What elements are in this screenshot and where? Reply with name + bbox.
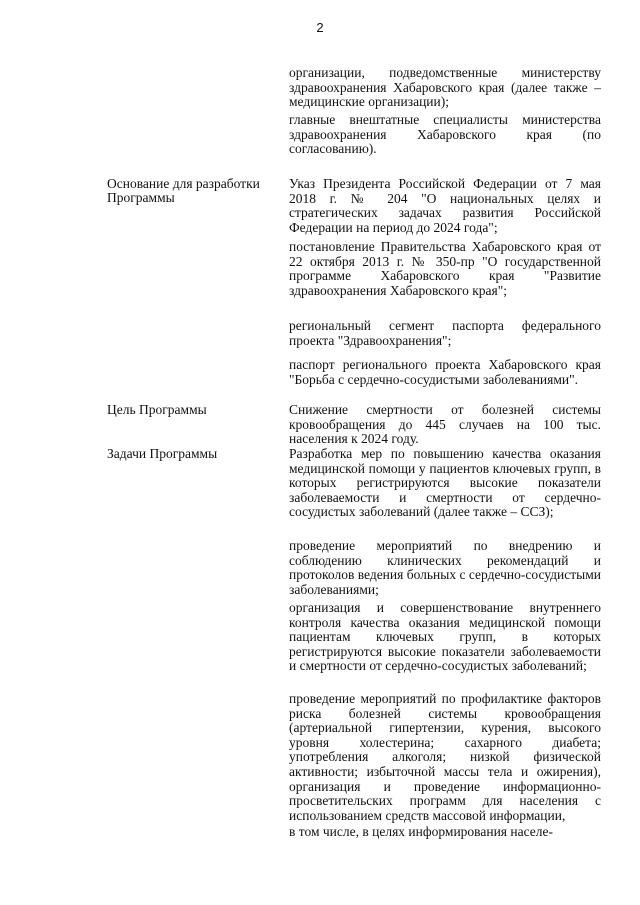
basis-paragraph-1: Указ Президента Российской Федерации от 7 мая 2018 г. № 204 "О национальных целях и стратегических задачах развития Российской Федерации на период до 2024 года";	[289, 176, 601, 235]
tasks-paragraph-3: организация и совершенствование внутреннего контроля качества оказания медицинской помощи пациентам ключевых групп, в которых регистрируются высокие показатели заболеваемости и смертности от сердечно-сосудистых заболеваний;	[289, 600, 601, 674]
tasks-label: Задачи Программы	[107, 446, 218, 461]
participants-paragraph-1: организации, подведомственные министерству здравоохранения Хабаровского края (далее также – медицинские организации);	[289, 65, 601, 110]
tasks-paragraph-4: проведение мероприятий по профилактике факторов риска болезней системы кровообращения (артериальной гипертензии, курения, высокого уровня холестерина; сахарного диабета; употребления алкоголя; низкой физической активности; избыточной массы тела и ожирения), организация и проведение информационно-просветительских программ для населения с использованием средств массовой информации,	[289, 691, 601, 823]
tasks-paragraph-1: Разработка мер по повышению качества оказания медицинской помощи у пациентов ключевых групп, в которых регистрируются высокие показатели заболеваемости и смертности от сердечно-сосудистых заболеваний (далее также – ССЗ);	[289, 446, 601, 520]
tasks-paragraph-2: проведение мероприятий по внедрению и соблюдению клинических рекомендаций и протоколов ведения больных с сердечно-сосудистыми заболеваниями;	[289, 538, 601, 597]
tasks-paragraph-5: в том числе, в целях информирования населе-	[289, 824, 553, 839]
goal-label: Цель Программы	[107, 402, 207, 417]
basis-paragraph-4: паспорт регионального проекта Хабаровского края "Борьба с сердечно-сосудистыми заболеваниями".	[289, 357, 601, 387]
goal-paragraph: Снижение смертности от болезней системы кровообращения до 445 случаев на 100 тыс. населения к 2024 году.	[289, 402, 601, 447]
participants-paragraph-2: главные внештатные специалисты министерства здравоохранения Хабаровского края (по согласованию).	[289, 112, 601, 157]
basis-paragraph-3: региональный сегмент паспорта федерального проекта "Здравоохранения";	[289, 318, 601, 348]
basis-paragraph-2: постановление Правительства Хабаровского края от 22 октября 2013 г. № 350-пр "О государственной программе Хабаровского края "Развитие здравоохранения Хабаровского края";	[289, 239, 601, 298]
page-number: 2	[316, 20, 324, 35]
basis-label: Основание для разработки Программы	[107, 176, 260, 205]
